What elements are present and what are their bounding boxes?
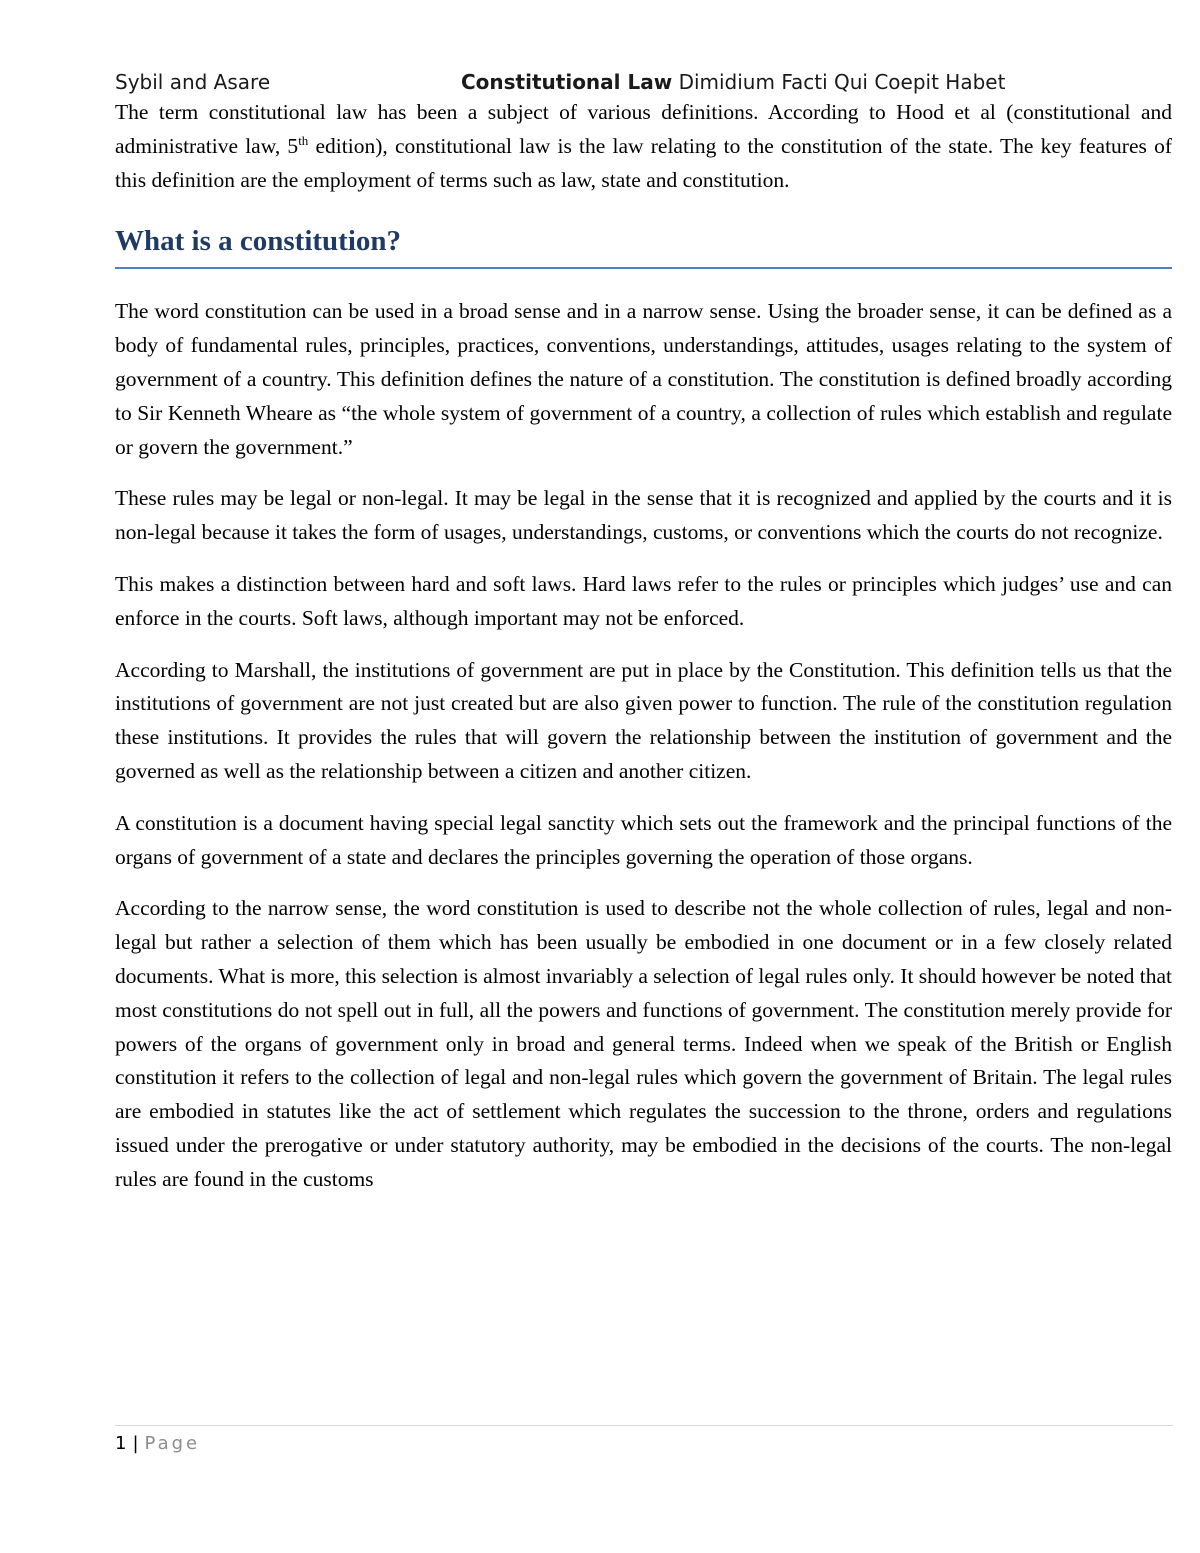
body-paragraph-hard-soft-laws: This makes a distinction between hard and soft laws. Hard laws refer to the rules or principles which judges’ use and can enforce in the courts. Soft laws, although important may not be enforced. bbox=[115, 571, 1172, 630]
footer-divider bbox=[115, 1425, 1173, 1426]
page-footer bbox=[115, 1433, 200, 1454]
footer-page-number: 1 bbox=[115, 1433, 127, 1454]
body-paragraph-narrow-sense: According to the narrow sense, the word constitution is used to describe not the whole collection of rules, legal and non-legal but rather a selection of them which has been usually be embodied in one document or in a few closely related documents. What is more, this selection is almost invariably a selection of legal rules only. It should however be noted that most constitutions do not spell out in full, all the powers and functions of government. The constitution merely provide for powers of the organs of government only in broad and general terms. Indeed when we speak of the British or English constitution it refers to the collection of legal and non-legal rules which govern the government of Britain. The legal rules are embodied in statutes like the act of settlement which regulates the succession to the throne, orders and regulations issued under the prerogative or under statutory authority, may be embodied in the decisions of the courts. The non-legal rules are found in the customs bbox=[115, 896, 1172, 1191]
header-motto: Dimidium Facti Qui Coepit Habet bbox=[678, 70, 1006, 94]
body-paragraph-marshall: According to Marshall, the institutions of government are put in place by the Constitution. This definition tells us that the institutions of government are not just created but are also given power to function. The rule of the constitution regulation these institutions. It provides the rules that will govern the relationship between the institution of government and the governed as well as the relationship between a citizen and another citizen. bbox=[115, 657, 1172, 783]
intro-text-part1: The term constitutional law has been a subject of various definitions. According to Hood et al (constitutional and administrative law, 5 bbox=[115, 100, 1172, 158]
intro-superscript: th bbox=[298, 132, 309, 148]
footer-separator: | bbox=[132, 1433, 139, 1454]
header-doc-title: Constitutional Law bbox=[461, 70, 673, 94]
intro-text-part2: edition), constitutional law is the law relating to the constitution of the state. The key features of this definition are the employment of terms such as law, state and constitution. bbox=[115, 133, 1172, 192]
footer-page-label: Page bbox=[144, 1433, 201, 1454]
heading-spacer bbox=[115, 269, 1172, 295]
page-header bbox=[115, 70, 1175, 98]
header-author: Sybil and Asare bbox=[115, 70, 271, 94]
intro-paragraph bbox=[115, 96, 1172, 197]
body-paragraph-broad-sense: The word constitution can be used in a broad sense and in a narrow sense. Using the broader sense, it can be defined as a body of fundamental rules, principles, practices, conventions, understandings, attitudes, usages relating to the system of government of a country. This definition defines the nature of a constitution. The constitution is defined broadly according to Sir Kenneth Wheare as “the whole system of government of a country, a collection of rules which establish and regulate or govern the government.” bbox=[115, 299, 1172, 459]
document-body bbox=[115, 96, 1172, 1215]
body-paragraph-document-definition: A constitution is a document having special legal sanctity which sets out the framework and the principal functions of the organs of government of a state and declares the principles governing the operation of those organs. bbox=[115, 810, 1172, 869]
header-title-group bbox=[461, 70, 1005, 94]
section-heading: What is a constitution? bbox=[115, 221, 1172, 269]
body-paragraph-legal-nonlegal: These rules may be legal or non-legal. It may be legal in the sense that it is recognized and applied by the courts and it is non-legal because it takes the form of usages, understandings, customs, or conventions which the courts do not recognize. bbox=[115, 486, 1172, 545]
